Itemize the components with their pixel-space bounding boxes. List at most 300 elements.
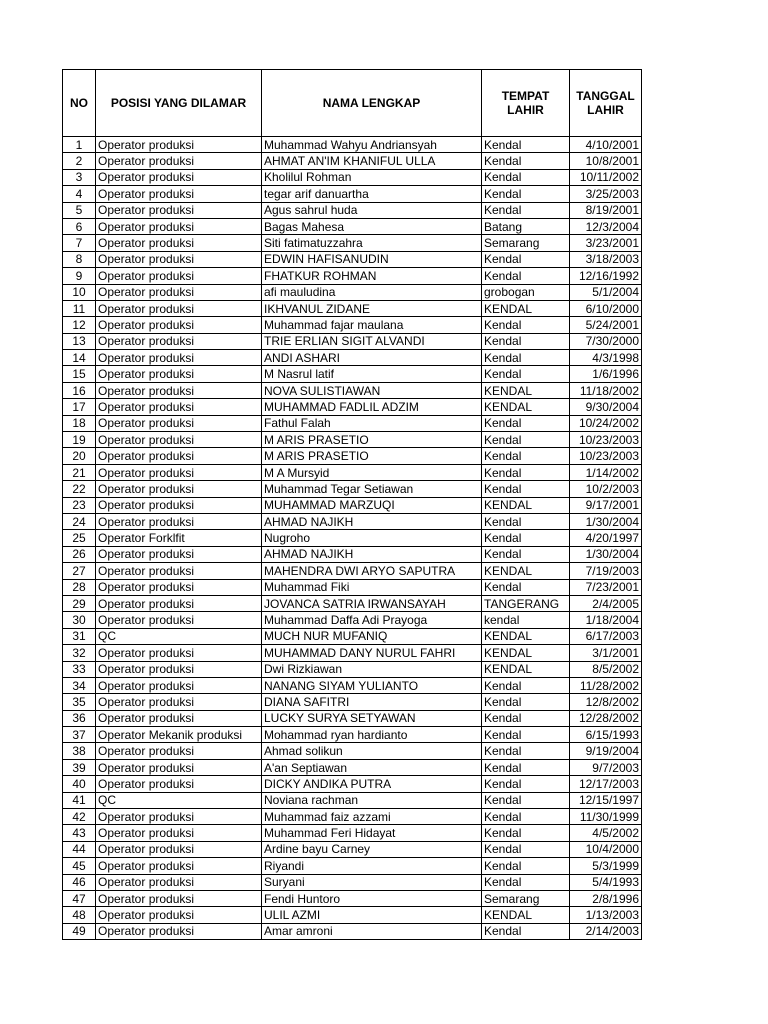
cell-birthdate: 12/3/2004 bbox=[570, 218, 642, 234]
cell-position: Operator produksi bbox=[96, 595, 262, 611]
cell-position: Operator Forklfit bbox=[96, 530, 262, 546]
table-row bbox=[63, 792, 642, 808]
table-row bbox=[63, 776, 642, 792]
cell-name: Muhammad Fiki bbox=[262, 579, 482, 595]
cell-position: QC bbox=[96, 792, 262, 808]
header-row bbox=[63, 70, 642, 137]
cell-birthdate: 5/4/1993 bbox=[570, 874, 642, 890]
cell-name: Suryani bbox=[262, 874, 482, 890]
cell-birthplace: TANGERANG bbox=[482, 595, 570, 611]
cell-birthdate: 10/11/2002 bbox=[570, 169, 642, 185]
table-row bbox=[63, 645, 642, 661]
cell-position: Operator produksi bbox=[96, 464, 262, 480]
table-row bbox=[63, 694, 642, 710]
table-row bbox=[63, 481, 642, 497]
cell-birthplace: kendal bbox=[482, 612, 570, 628]
table-row bbox=[63, 825, 642, 841]
cell-position: Operator produksi bbox=[96, 251, 262, 267]
cell-birthdate: 6/10/2000 bbox=[570, 300, 642, 316]
cell-position: Operator produksi bbox=[96, 759, 262, 775]
cell-no: 35 bbox=[63, 694, 96, 710]
cell-birthplace: Kendal bbox=[482, 186, 570, 202]
applicant-table bbox=[62, 69, 642, 940]
cell-birthdate: 1/30/2004 bbox=[570, 546, 642, 562]
cell-birthplace: Kendal bbox=[482, 677, 570, 693]
table-row bbox=[63, 661, 642, 677]
cell-no: 15 bbox=[63, 366, 96, 382]
table-row bbox=[63, 366, 642, 382]
cell-birthplace: Kendal bbox=[482, 169, 570, 185]
table-row bbox=[63, 858, 642, 874]
cell-no: 48 bbox=[63, 907, 96, 923]
cell-name: Muhammad Tegar Setiawan bbox=[262, 481, 482, 497]
cell-birthplace: Kendal bbox=[482, 694, 570, 710]
cell-no: 42 bbox=[63, 809, 96, 825]
cell-name: AHMAD NAJIKH bbox=[262, 546, 482, 562]
cell-birthdate: 12/17/2003 bbox=[570, 776, 642, 792]
table-row bbox=[63, 317, 642, 333]
cell-name: Riyandi bbox=[262, 858, 482, 874]
table-row bbox=[63, 612, 642, 628]
header-birthplace bbox=[482, 70, 570, 137]
cell-no: 13 bbox=[63, 333, 96, 349]
cell-birthplace: Kendal bbox=[482, 153, 570, 169]
cell-birthplace: Kendal bbox=[482, 448, 570, 464]
cell-position: Operator produksi bbox=[96, 874, 262, 890]
cell-name: Bagas Mahesa bbox=[262, 218, 482, 234]
cell-no: 12 bbox=[63, 317, 96, 333]
cell-birthdate: 12/15/1997 bbox=[570, 792, 642, 808]
cell-birthdate: 11/30/1999 bbox=[570, 809, 642, 825]
cell-no: 47 bbox=[63, 890, 96, 906]
cell-name: FHATKUR ROHMAN bbox=[262, 268, 482, 284]
header-position: POSISI YANG DILAMAR bbox=[96, 70, 262, 137]
cell-birthplace: KENDAL bbox=[482, 563, 570, 579]
table-row bbox=[63, 841, 642, 857]
cell-name: Ahmad solikun bbox=[262, 743, 482, 759]
cell-name: TRIE ERLIAN SIGIT ALVANDI bbox=[262, 333, 482, 349]
cell-position: Operator produksi bbox=[96, 546, 262, 562]
cell-birthdate: 9/19/2004 bbox=[570, 743, 642, 759]
cell-birthdate: 12/16/1992 bbox=[570, 268, 642, 284]
table-row bbox=[63, 350, 642, 366]
cell-no: 29 bbox=[63, 595, 96, 611]
cell-birthdate: 5/24/2001 bbox=[570, 317, 642, 333]
cell-birthdate: 12/8/2002 bbox=[570, 694, 642, 710]
cell-birthplace: KENDAL bbox=[482, 399, 570, 415]
cell-name: M ARIS PRASETIO bbox=[262, 448, 482, 464]
cell-birthdate: 7/19/2003 bbox=[570, 563, 642, 579]
cell-birthplace: Kendal bbox=[482, 333, 570, 349]
cell-position: Operator produksi bbox=[96, 169, 262, 185]
cell-position: Operator produksi bbox=[96, 350, 262, 366]
cell-no: 44 bbox=[63, 841, 96, 857]
cell-birthdate: 3/18/2003 bbox=[570, 251, 642, 267]
table-row bbox=[63, 628, 642, 644]
cell-position: Operator produksi bbox=[96, 841, 262, 857]
table-row bbox=[63, 432, 642, 448]
cell-name: A'an Septiawan bbox=[262, 759, 482, 775]
cell-name: Noviana rachman bbox=[262, 792, 482, 808]
cell-birthdate: 6/17/2003 bbox=[570, 628, 642, 644]
cell-name: M A Mursyid bbox=[262, 464, 482, 480]
cell-birthplace: Kendal bbox=[482, 432, 570, 448]
cell-name: Muhammad Feri Hidayat bbox=[262, 825, 482, 841]
cell-position: Operator produksi bbox=[96, 268, 262, 284]
cell-birthplace: Kendal bbox=[482, 415, 570, 431]
cell-no: 2 bbox=[63, 153, 96, 169]
cell-name: NOVA SULISTIAWAN bbox=[262, 382, 482, 398]
table-row bbox=[63, 235, 642, 251]
cell-position: Operator produksi bbox=[96, 710, 262, 726]
cell-position: Operator produksi bbox=[96, 415, 262, 431]
cell-name: NANANG SIYAM YULIANTO bbox=[262, 677, 482, 693]
cell-position: Operator produksi bbox=[96, 153, 262, 169]
cell-name: MUHAMMAD FADLIL ADZIM bbox=[262, 399, 482, 415]
cell-name: M ARIS PRASETIO bbox=[262, 432, 482, 448]
cell-position: Operator produksi bbox=[96, 825, 262, 841]
cell-name: tegar arif danuartha bbox=[262, 186, 482, 202]
cell-position: Operator produksi bbox=[96, 137, 262, 153]
cell-position: Operator produksi bbox=[96, 645, 262, 661]
cell-no: 18 bbox=[63, 415, 96, 431]
header-birthplace-line2: LAHIR bbox=[507, 103, 544, 117]
cell-name: Siti fatimatuzzahra bbox=[262, 235, 482, 251]
cell-no: 21 bbox=[63, 464, 96, 480]
cell-position: Operator produksi bbox=[96, 333, 262, 349]
cell-position: Operator produksi bbox=[96, 382, 262, 398]
cell-no: 33 bbox=[63, 661, 96, 677]
cell-birthdate: 2/14/2003 bbox=[570, 923, 642, 939]
cell-birthplace: Batang bbox=[482, 218, 570, 234]
cell-position: Operator produksi bbox=[96, 366, 262, 382]
header-birthdate-line1: TANGGAL bbox=[576, 89, 635, 103]
cell-birthplace: KENDAL bbox=[482, 628, 570, 644]
table-row bbox=[63, 169, 642, 185]
cell-position: Operator produksi bbox=[96, 677, 262, 693]
cell-birthplace: Kendal bbox=[482, 317, 570, 333]
cell-birthplace: Kendal bbox=[482, 858, 570, 874]
cell-birthplace: Kendal bbox=[482, 546, 570, 562]
cell-position: Operator Mekanik produksi bbox=[96, 727, 262, 743]
table-row bbox=[63, 743, 642, 759]
cell-birthplace: Kendal bbox=[482, 841, 570, 857]
cell-position: Operator produksi bbox=[96, 579, 262, 595]
cell-name: Mohammad ryan hardianto bbox=[262, 727, 482, 743]
cell-name: IKHVANUL ZIDANE bbox=[262, 300, 482, 316]
cell-name: Nugroho bbox=[262, 530, 482, 546]
cell-birthdate: 5/1/2004 bbox=[570, 284, 642, 300]
cell-birthplace: Kendal bbox=[482, 923, 570, 939]
table-row bbox=[63, 333, 642, 349]
cell-position: Operator produksi bbox=[96, 497, 262, 513]
cell-no: 34 bbox=[63, 677, 96, 693]
cell-birthplace: grobogan bbox=[482, 284, 570, 300]
cell-position: Operator produksi bbox=[96, 809, 262, 825]
table-row bbox=[63, 759, 642, 775]
cell-name: afi mauludina bbox=[262, 284, 482, 300]
cell-birthdate: 9/30/2004 bbox=[570, 399, 642, 415]
cell-birthdate: 1/18/2004 bbox=[570, 612, 642, 628]
cell-no: 4 bbox=[63, 186, 96, 202]
cell-name: Muhammad faiz azzami bbox=[262, 809, 482, 825]
table-body bbox=[63, 137, 642, 940]
cell-name: Agus sahrul huda bbox=[262, 202, 482, 218]
cell-no: 40 bbox=[63, 776, 96, 792]
table-row bbox=[63, 677, 642, 693]
cell-birthdate: 10/8/2001 bbox=[570, 153, 642, 169]
cell-no: 11 bbox=[63, 300, 96, 316]
cell-birthplace: Kendal bbox=[482, 792, 570, 808]
cell-position: Operator produksi bbox=[96, 612, 262, 628]
cell-position: Operator produksi bbox=[96, 513, 262, 529]
cell-birthplace: Kendal bbox=[482, 481, 570, 497]
cell-birthdate: 4/3/1998 bbox=[570, 350, 642, 366]
cell-birthplace: Kendal bbox=[482, 137, 570, 153]
table-row bbox=[63, 497, 642, 513]
cell-birthplace: Kendal bbox=[482, 350, 570, 366]
cell-no: 26 bbox=[63, 546, 96, 562]
cell-birthdate: 3/25/2003 bbox=[570, 186, 642, 202]
table-row bbox=[63, 137, 642, 153]
table-header bbox=[63, 70, 642, 137]
cell-no: 45 bbox=[63, 858, 96, 874]
cell-position: Operator produksi bbox=[96, 907, 262, 923]
cell-birthdate: 10/23/2003 bbox=[570, 432, 642, 448]
cell-birthdate: 4/5/2002 bbox=[570, 825, 642, 841]
cell-position: Operator produksi bbox=[96, 563, 262, 579]
cell-birthplace: KENDAL bbox=[482, 645, 570, 661]
cell-birthdate: 8/5/2002 bbox=[570, 661, 642, 677]
table-row bbox=[63, 218, 642, 234]
cell-name: Fathul Falah bbox=[262, 415, 482, 431]
cell-position: Operator produksi bbox=[96, 923, 262, 939]
cell-no: 10 bbox=[63, 284, 96, 300]
header-birthdate-line2: LAHIR bbox=[587, 103, 624, 117]
cell-name: MUHAMMAD MARZUQI bbox=[262, 497, 482, 513]
cell-name: MUHAMMAD DANY NURUL FAHRI bbox=[262, 645, 482, 661]
cell-name: Muhammad fajar maulana bbox=[262, 317, 482, 333]
cell-birthplace: Kendal bbox=[482, 366, 570, 382]
cell-position: Operator produksi bbox=[96, 235, 262, 251]
cell-position: Operator produksi bbox=[96, 218, 262, 234]
cell-name: JOVANCA SATRIA IRWANSAYAH bbox=[262, 595, 482, 611]
cell-birthdate: 11/28/2002 bbox=[570, 677, 642, 693]
cell-birthdate: 1/30/2004 bbox=[570, 513, 642, 529]
cell-birthplace: Semarang bbox=[482, 890, 570, 906]
cell-no: 7 bbox=[63, 235, 96, 251]
cell-position: Operator produksi bbox=[96, 743, 262, 759]
cell-no: 43 bbox=[63, 825, 96, 841]
cell-birthplace: Kendal bbox=[482, 268, 570, 284]
table-row bbox=[63, 399, 642, 415]
cell-birthdate: 4/20/1997 bbox=[570, 530, 642, 546]
cell-birthplace: Kendal bbox=[482, 513, 570, 529]
cell-no: 22 bbox=[63, 481, 96, 497]
cell-birthdate: 3/1/2001 bbox=[570, 645, 642, 661]
cell-position: Operator produksi bbox=[96, 432, 262, 448]
cell-no: 28 bbox=[63, 579, 96, 595]
cell-no: 19 bbox=[63, 432, 96, 448]
cell-name: M Nasrul latif bbox=[262, 366, 482, 382]
cell-name: Kholilul Rohman bbox=[262, 169, 482, 185]
cell-birthdate: 11/18/2002 bbox=[570, 382, 642, 398]
cell-position: Operator produksi bbox=[96, 776, 262, 792]
cell-birthplace: Kendal bbox=[482, 759, 570, 775]
header-no: NO bbox=[63, 70, 96, 137]
cell-birthdate: 2/8/1996 bbox=[570, 890, 642, 906]
cell-birthplace: Kendal bbox=[482, 874, 570, 890]
cell-birthplace: Kendal bbox=[482, 809, 570, 825]
table-row bbox=[63, 907, 642, 923]
cell-birthdate: 3/23/2001 bbox=[570, 235, 642, 251]
cell-birthdate: 6/15/1993 bbox=[570, 727, 642, 743]
cell-no: 5 bbox=[63, 202, 96, 218]
cell-position: Operator produksi bbox=[96, 186, 262, 202]
table-row bbox=[63, 809, 642, 825]
cell-birthdate: 1/13/2003 bbox=[570, 907, 642, 923]
cell-birthdate: 12/28/2002 bbox=[570, 710, 642, 726]
cell-no: 24 bbox=[63, 513, 96, 529]
cell-position: Operator produksi bbox=[96, 661, 262, 677]
cell-birthplace: Kendal bbox=[482, 202, 570, 218]
cell-name: EDWIN HAFISANUDIN bbox=[262, 251, 482, 267]
table-row bbox=[63, 563, 642, 579]
table-row bbox=[63, 300, 642, 316]
cell-name: ULIL AZMI bbox=[262, 907, 482, 923]
cell-name: LUCKY SURYA SETYAWAN bbox=[262, 710, 482, 726]
cell-name: Amar amroni bbox=[262, 923, 482, 939]
cell-name: MUCH NUR MUFANIQ bbox=[262, 628, 482, 644]
cell-no: 3 bbox=[63, 169, 96, 185]
cell-birthdate: 4/10/2001 bbox=[570, 137, 642, 153]
table-row bbox=[63, 202, 642, 218]
header-birthplace-line1: TEMPAT bbox=[501, 89, 550, 103]
cell-position: Operator produksi bbox=[96, 399, 262, 415]
cell-birthplace: KENDAL bbox=[482, 497, 570, 513]
cell-birthdate: 1/6/1996 bbox=[570, 366, 642, 382]
cell-birthplace: Kendal bbox=[482, 825, 570, 841]
cell-birthdate: 8/19/2001 bbox=[570, 202, 642, 218]
cell-birthplace: KENDAL bbox=[482, 300, 570, 316]
cell-birthplace: KENDAL bbox=[482, 907, 570, 923]
cell-no: 30 bbox=[63, 612, 96, 628]
cell-position: Operator produksi bbox=[96, 448, 262, 464]
header-birthdate bbox=[570, 70, 642, 137]
cell-birthplace: Kendal bbox=[482, 464, 570, 480]
cell-name: MAHENDRA DWI ARYO SAPUTRA bbox=[262, 563, 482, 579]
cell-no: 41 bbox=[63, 792, 96, 808]
cell-birthplace: Kendal bbox=[482, 710, 570, 726]
cell-name: ANDI ASHARI bbox=[262, 350, 482, 366]
cell-birthplace: Semarang bbox=[482, 235, 570, 251]
cell-no: 25 bbox=[63, 530, 96, 546]
cell-no: 14 bbox=[63, 350, 96, 366]
table-row bbox=[63, 284, 642, 300]
cell-no: 46 bbox=[63, 874, 96, 890]
cell-no: 17 bbox=[63, 399, 96, 415]
cell-no: 38 bbox=[63, 743, 96, 759]
cell-position: Operator produksi bbox=[96, 300, 262, 316]
cell-position: Operator produksi bbox=[96, 317, 262, 333]
table-row bbox=[63, 268, 642, 284]
cell-birthdate: 10/24/2002 bbox=[570, 415, 642, 431]
table-row bbox=[63, 464, 642, 480]
table-row bbox=[63, 382, 642, 398]
cell-position: Operator produksi bbox=[96, 284, 262, 300]
table-row bbox=[63, 595, 642, 611]
cell-birthplace: Kendal bbox=[482, 579, 570, 595]
cell-position: Operator produksi bbox=[96, 890, 262, 906]
cell-name: AHMAD NAJIKH bbox=[262, 513, 482, 529]
cell-no: 9 bbox=[63, 268, 96, 284]
cell-no: 27 bbox=[63, 563, 96, 579]
cell-birthplace: Kendal bbox=[482, 530, 570, 546]
table-row bbox=[63, 923, 642, 939]
cell-position: Operator produksi bbox=[96, 694, 262, 710]
table-row bbox=[63, 710, 642, 726]
cell-birthplace: Kendal bbox=[482, 743, 570, 759]
cell-name: Fendi Huntoro bbox=[262, 890, 482, 906]
table-row bbox=[63, 448, 642, 464]
cell-birthdate: 10/2/2003 bbox=[570, 481, 642, 497]
cell-birthplace: Kendal bbox=[482, 251, 570, 267]
cell-no: 16 bbox=[63, 382, 96, 398]
cell-no: 20 bbox=[63, 448, 96, 464]
cell-birthdate: 7/30/2000 bbox=[570, 333, 642, 349]
table-row bbox=[63, 186, 642, 202]
cell-no: 6 bbox=[63, 218, 96, 234]
cell-no: 36 bbox=[63, 710, 96, 726]
table-row bbox=[63, 546, 642, 562]
cell-position: Operator produksi bbox=[96, 858, 262, 874]
cell-birthplace: KENDAL bbox=[482, 661, 570, 677]
cell-position: Operator produksi bbox=[96, 481, 262, 497]
header-name: NAMA LENGKAP bbox=[262, 70, 482, 137]
table-row bbox=[63, 513, 642, 529]
table-row bbox=[63, 530, 642, 546]
cell-birthdate: 9/17/2001 bbox=[570, 497, 642, 513]
cell-name: DICKY ANDIKA PUTRA bbox=[262, 776, 482, 792]
cell-birthdate: 1/14/2002 bbox=[570, 464, 642, 480]
table-row bbox=[63, 579, 642, 595]
cell-birthplace: Kendal bbox=[482, 727, 570, 743]
table-row bbox=[63, 153, 642, 169]
cell-no: 1 bbox=[63, 137, 96, 153]
cell-birthdate: 9/7/2003 bbox=[570, 759, 642, 775]
cell-no: 32 bbox=[63, 645, 96, 661]
cell-name: Muhammad Daffa Adi Prayoga bbox=[262, 612, 482, 628]
cell-birthdate: 2/4/2005 bbox=[570, 595, 642, 611]
cell-name: AHMAT AN'IM KHANIFUL ULLA bbox=[262, 153, 482, 169]
cell-no: 31 bbox=[63, 628, 96, 644]
cell-birthdate: 5/3/1999 bbox=[570, 858, 642, 874]
cell-no: 49 bbox=[63, 923, 96, 939]
table-row bbox=[63, 890, 642, 906]
cell-name: Ardine bayu Carney bbox=[262, 841, 482, 857]
cell-name: Dwi Rizkiawan bbox=[262, 661, 482, 677]
cell-no: 8 bbox=[63, 251, 96, 267]
cell-position: QC bbox=[96, 628, 262, 644]
cell-birthdate: 10/4/2000 bbox=[570, 841, 642, 857]
table-row bbox=[63, 415, 642, 431]
table-row bbox=[63, 727, 642, 743]
cell-birthplace: Kendal bbox=[482, 776, 570, 792]
cell-birthdate: 10/23/2003 bbox=[570, 448, 642, 464]
cell-no: 23 bbox=[63, 497, 96, 513]
cell-position: Operator produksi bbox=[96, 202, 262, 218]
cell-name: Muhammad Wahyu Andriansyah bbox=[262, 137, 482, 153]
